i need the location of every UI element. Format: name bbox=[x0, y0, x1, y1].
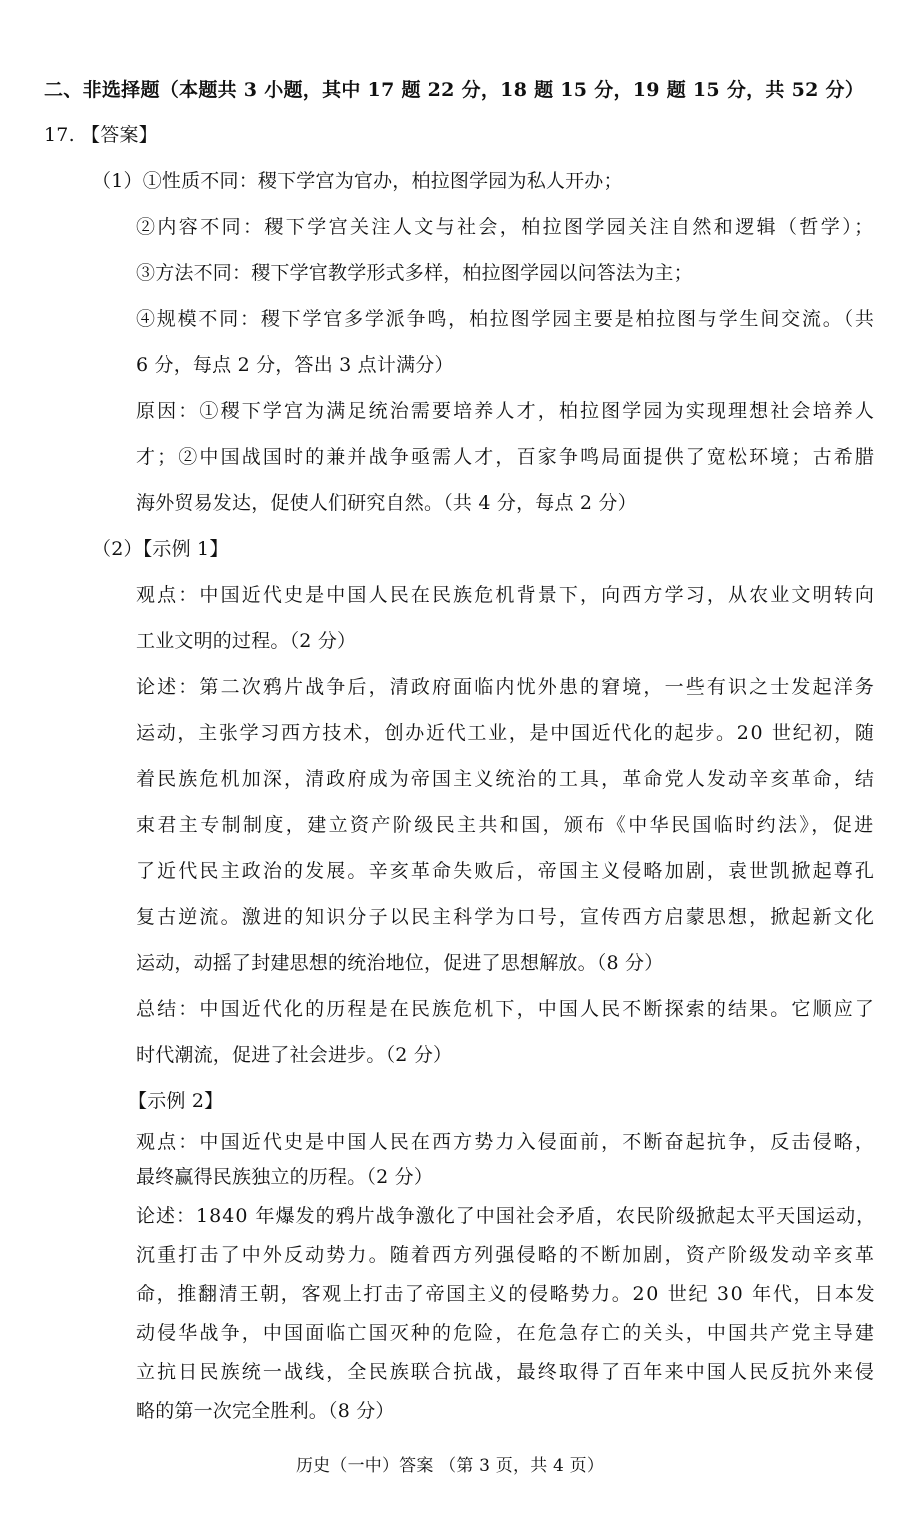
example1-line-5: 着民族危机加深，清政府成为帝国主义统治的工具，革命党人发动辛亥革命，结 bbox=[136, 768, 877, 790]
page-footer: 历史（一中）答案 （第 3 页，共 4 页） bbox=[295, 1456, 605, 1476]
example2-line-4: 沉重打击了中外反动势力。随着西方列强侵略的不断加剧，资产阶级发动辛亥革 bbox=[136, 1244, 877, 1266]
example1-line-3: 论述：第二次鸦片战争后，清政府面临内忧外患的窘境，一些有识之士发起洋务 bbox=[136, 676, 877, 698]
part1-line-2: ②内容不同：稷下学宫关注人文与社会，柏拉图学园关注自然和逻辑（哲学）； bbox=[136, 216, 876, 238]
example1-line-1: 观点：中国近代史是中国人民在民族危机背景下，向西方学习，从农业文明转向 bbox=[136, 584, 877, 606]
part1-line-6: 原因：①稷下学宫为满足统治需要培养人才，柏拉图学园为实现理想社会培养人 bbox=[136, 400, 877, 422]
q17-header: 17. 【答案】 bbox=[44, 124, 158, 146]
part1-line-3: ③方法不同：稷下学官教学形式多样，柏拉图学园以问答法为主； bbox=[136, 262, 693, 284]
example2-line-5: 命，推翻清王朝，客观上打击了帝国主义的侵略势力。20 世纪 30 年代，日本发 bbox=[136, 1283, 877, 1305]
example1-line-7: 了近代民主政治的发展。辛亥革命失败后，帝国主义侵略加剧，袁世凯掀起尊孔 bbox=[136, 860, 877, 882]
part1-line-4: ④规模不同：稷下学官多学派争鸣，柏拉图学园主要是柏拉图与学生间交流。（共 bbox=[136, 308, 876, 330]
example2-line-1: 观点：中国近代史是中国人民在西方势力入侵面前，不断奋起抗争，反击侵略， bbox=[136, 1131, 877, 1153]
example1-line-6: 束君主专制制度，建立资产阶级民主共和国，颁布《中华民国临时约法》，促进 bbox=[136, 814, 876, 836]
part1-line-7: 才；②中国战国时的兼并战争亟需人才，百家争鸣局面提供了宽松环境；古希腊 bbox=[136, 446, 877, 468]
example2-line-3: 论述：1840 年爆发的鸦片战争激化了中国社会矛盾，农民阶级掀起太平天国运动， bbox=[136, 1205, 877, 1227]
example2-line-7: 立抗日民族统一战线，全民族联合抗战，最终取得了百年来中国人民反抗外来侵 bbox=[136, 1361, 877, 1383]
part2-label: （2）【示例 1】 bbox=[92, 538, 229, 560]
example1-line-10: 总结：中国近代化的历程是在民族危机下，中国人民不断探索的结果。它顺应了 bbox=[136, 998, 877, 1020]
part1-line-5: 6 分，每点 2 分，答出 3 点计满分） bbox=[136, 354, 454, 376]
example1-line-8: 复古逆流。激进的知识分子以民主科学为口号，宣传西方启蒙思想，掀起新文化 bbox=[136, 906, 877, 928]
section-heading: 二、非选择题（本题共 3 小题，其中 17 题 22 分，18 题 15 分，19 题 15 分，共 52 分） bbox=[44, 79, 865, 101]
example2-line-2: 最终赢得民族独立的历程。（2 分） bbox=[136, 1166, 434, 1188]
part1-line-1: （1）①性质不同：稷下学宫为官办，柏拉图学园为私人开办； bbox=[92, 170, 623, 192]
example2-label: 【示例 2】 bbox=[128, 1090, 224, 1112]
part1-line-8: 海外贸易发达，促使人们研究自然。（共 4 分，每点 2 分） bbox=[136, 492, 637, 514]
example1-line-9: 运动，动摇了封建思想的统治地位，促进了思想解放。（8 分） bbox=[136, 952, 664, 974]
example1-line-11: 时代潮流，促进了社会进步。（2 分） bbox=[136, 1044, 453, 1066]
example1-line-4: 运动，主张学习西方技术，创办近代工业，是中国近代化的起步。20 世纪初，随 bbox=[136, 722, 876, 744]
example2-line-6: 动侵华战争，中国面临亡国灭种的危险，在危急存亡的关头，中国共产党主导建 bbox=[136, 1322, 877, 1344]
example2-line-8: 略的第一次完全胜利。（8 分） bbox=[136, 1400, 395, 1422]
example1-line-2: 工业文明的过程。（2 分） bbox=[136, 630, 357, 652]
